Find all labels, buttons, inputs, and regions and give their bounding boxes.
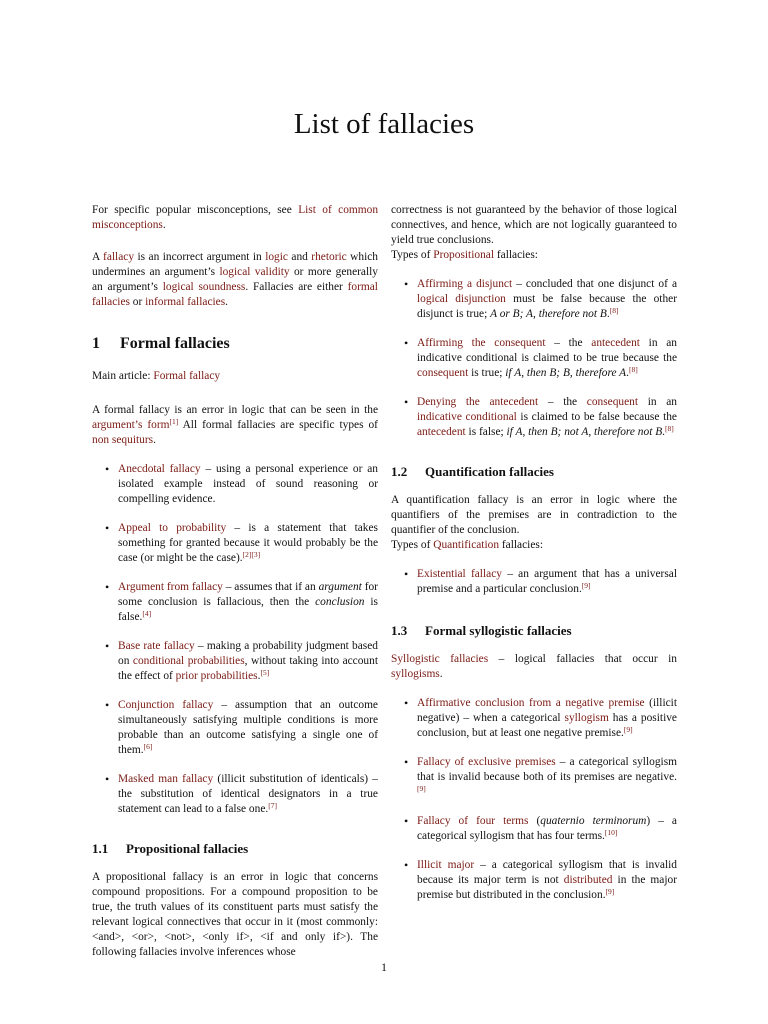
link-existential-fallacy[interactable]: Existential fallacy (417, 568, 502, 580)
link-affirmative-conclusion-from-negative-premise[interactable]: Affirmative conclusion from a negative premise (417, 697, 645, 709)
link-logical-validity[interactable]: logical validity (219, 266, 290, 278)
list-item: • Fallacy of exclusive premises – a categorical syllogism that is invalid because both of its premises are negative.[9] (391, 755, 677, 800)
list-item: • Masked man fallacy (illicit substitution of identicals) – the substitution of identical designators in a true statement can lead to a false one.[7] (92, 772, 378, 817)
list-item: • Fallacy of four terms (quaternio terminorum) – a categorical syllogism that has four terms.[10] (391, 814, 677, 844)
propositional-types-line: Types of Propositional fallacies: (391, 249, 538, 261)
section-heading-quantification-fallacies: 1.2 Quantification fallacies (391, 464, 554, 479)
page-number: 1 (381, 960, 387, 974)
link-distributed[interactable]: distributed (563, 874, 613, 886)
link-syllogisms[interactable]: syllogisms (391, 668, 440, 680)
list-item: • Existential fallacy – an argument that has a universal premise and a particular conclusion.[9] (391, 567, 677, 597)
link-consequent[interactable]: consequent (417, 367, 469, 379)
list-item: • Argument from fallacy – assumes that if an argument for some conclusion is fallacious, then the conclusion is false.[4] (92, 580, 378, 625)
link-appeal-to-probability[interactable]: Appeal to probability (118, 522, 227, 534)
link-syllogistic-fallacies[interactable]: Syllogistic fallacies (391, 653, 489, 665)
propositional-fallacy-list (391, 277, 677, 440)
citation[interactable]: [9] (605, 887, 615, 896)
link-quantification[interactable]: Quantification (433, 539, 500, 551)
main-article-note: Main article: Formal fallacy (92, 370, 221, 382)
section-heading-formal-fallacies: 1 Formal fallacies (92, 335, 230, 352)
page-title: List of fallacies (293, 108, 475, 140)
list-item: • Affirming a disjunct – concluded that one disjunct of a logical disjunction must be false because the other disjunct is true; A or B; A, therefore not B.[8] (391, 277, 677, 322)
quantification-paragraph: A quantification fallacy is an error in logic where the quantifiers of the premises are in contradiction to the quantifier of the conclusion. (391, 494, 677, 536)
link-propositional[interactable]: Propositional (433, 249, 494, 261)
link-antecedent[interactable]: antecedent (591, 337, 640, 349)
section-heading-formal-syllogistic-fallacies: 1.3 Formal syllogistic fallacies (391, 623, 572, 638)
list-item: • Denying the antecedent – the consequent in an indicative conditional is claimed to be false because the antecedent is false; if A, then B; not A, therefore not B.[8] (391, 395, 677, 440)
link-fallacy-of-four-terms[interactable]: Fallacy of four terms (417, 815, 529, 827)
citation[interactable]: [8] (609, 306, 619, 315)
syllogistic-paragraph: Syllogistic fallacies – logical fallacies that occur in syllogisms. (391, 653, 677, 680)
link-masked-man-fallacy[interactable]: Masked man fallacy (118, 773, 214, 785)
citation[interactable]: [2][3] (242, 550, 261, 559)
list-item: • Base rate fallacy – making a probability judgment based on conditional probabilities, without taking into account the effect of prior probabilities.[5] (92, 639, 378, 684)
link-formal-fallacies[interactable]: formal fallacies (92, 281, 378, 308)
citation[interactable]: [5] (260, 668, 270, 677)
propositional-paragraph: A propositional fallacy is an error in logic that concerns compound propositions. For a compound proposition to be true, the truth values of its constituent parts must satisfy the relevant logical connectives that occur in it (most commonly: <and>, <or>, <not>, <only if>, <if and only if>). The following fallacies involve inferences whose (92, 871, 378, 958)
citation[interactable]: [9] (581, 581, 591, 590)
link-syllogism[interactable]: syllogism (564, 712, 609, 724)
citation[interactable]: [9] (623, 725, 633, 734)
link-conjunction-fallacy[interactable]: Conjunction fallacy (118, 699, 214, 711)
link-fallacy[interactable]: fallacy (103, 251, 135, 263)
right-column (391, 203, 677, 903)
list-item: • Affirmative conclusion from a negative premise (illicit negative) – when a categorical syllogism has a positive conclusion, but at least one negative premise.[9] (391, 696, 677, 741)
link-consequent[interactable]: consequent (586, 396, 639, 408)
link-logical-soundness[interactable]: logical soundness (162, 281, 246, 293)
formal-fallacy-list (92, 462, 378, 817)
list-item: • Appeal to probability – is a statement that takes something for granted because it would probably be the case (or might be the case).[2][3] (92, 521, 378, 566)
citation[interactable]: [9] (417, 784, 426, 793)
list-item: • Anecdotal fallacy – using a personal experience or an isolated example instead of sound reasoning or compelling evidence. (92, 462, 378, 507)
link-anecdotal-fallacy[interactable]: Anecdotal fallacy (118, 463, 201, 475)
link-logic[interactable]: logic (265, 251, 288, 263)
citation[interactable]: [8] (628, 365, 638, 374)
link-logical-disjunction[interactable]: logical disjunction (417, 293, 506, 305)
quantification-types-line: Types of Quantification fallacies: (391, 539, 543, 551)
link-illicit-major[interactable]: Illicit major (417, 859, 475, 871)
formal-fallacy-paragraph: A formal fallacy is an error in logic that can be seen in the argument’s form[1] All formal fallacies are specific types of non sequiturs. (92, 404, 378, 446)
link-formal-fallacy[interactable]: Formal fallacy (153, 370, 221, 382)
link-affirming-the-consequent[interactable]: Affirming the consequent (417, 337, 546, 349)
citation[interactable]: [6] (143, 742, 153, 751)
list-item: • Affirming the consequent – the antecedent in an indicative conditional is claimed to be true because the consequent is true; if A, then B; B, therefore A.[8] (391, 336, 677, 381)
link-non-sequiturs[interactable]: non sequiturs (92, 434, 154, 446)
link-rhetoric[interactable]: rhetoric (311, 251, 347, 263)
link-argument-from-fallacy[interactable]: Argument from fallacy (118, 581, 223, 593)
link-list-of-common-misconceptions[interactable]: List of common misconceptions (92, 204, 379, 231)
citation[interactable]: [1] (169, 417, 179, 426)
citation[interactable]: [10] (604, 828, 618, 837)
link-affirming-a-disjunct[interactable]: Affirming a disjunct (417, 278, 513, 290)
citation[interactable]: [4] (142, 609, 152, 618)
left-column (92, 203, 378, 960)
section-heading-propositional-fallacies: 1.1 Propositional fallacies (92, 841, 249, 856)
intro-paragraph: A fallacy is an incorrect argument in logic and rhetoric which undermines an argument’s logical validity or more generally an argument’s logical soundness. Fallacies are either formal fallacies or informal fallacies. (92, 251, 379, 308)
link-denying-the-antecedent[interactable]: Denying the antecedent (417, 396, 539, 408)
quantification-fallacy-list (391, 567, 677, 597)
propositional-paragraph-continued: correctness is not guaranteed by the behavior of those logical connectives, and hence, which are not logically guaranteed to yield true conclusions. (391, 204, 677, 246)
list-item: • Conjunction fallacy – assumption that an outcome simultaneously satisfying multiple conditions is more probable than an outcome satisfying a single one of them.[6] (92, 698, 378, 758)
link-fallacy-of-exclusive-premises[interactable]: Fallacy of exclusive premises (417, 756, 556, 768)
link-conditional-probabilities[interactable]: conditional probabilities (132, 655, 245, 667)
link-indicative-conditional[interactable]: indicative conditional (417, 411, 517, 423)
link-informal-fallacies[interactable]: informal fallacies (145, 296, 226, 308)
link-base-rate-fallacy[interactable]: Base rate fallacy (118, 640, 195, 652)
link-arguments-form[interactable]: argument’s form (92, 419, 170, 431)
link-antecedent[interactable]: antecedent (417, 426, 466, 438)
citation[interactable]: [7] (268, 801, 277, 810)
list-item: • Illicit major – a categorical syllogism that is invalid because its major term is not distributed in the major premise but distributed in the conclusion.[9] (391, 858, 677, 903)
citation[interactable]: [8] (665, 424, 674, 433)
hatnote: For specific popular misconceptions, see List of common misconceptions. (92, 204, 379, 231)
syllogistic-fallacy-list (391, 696, 677, 903)
link-prior-probabilities[interactable]: prior probabilities (175, 670, 258, 682)
